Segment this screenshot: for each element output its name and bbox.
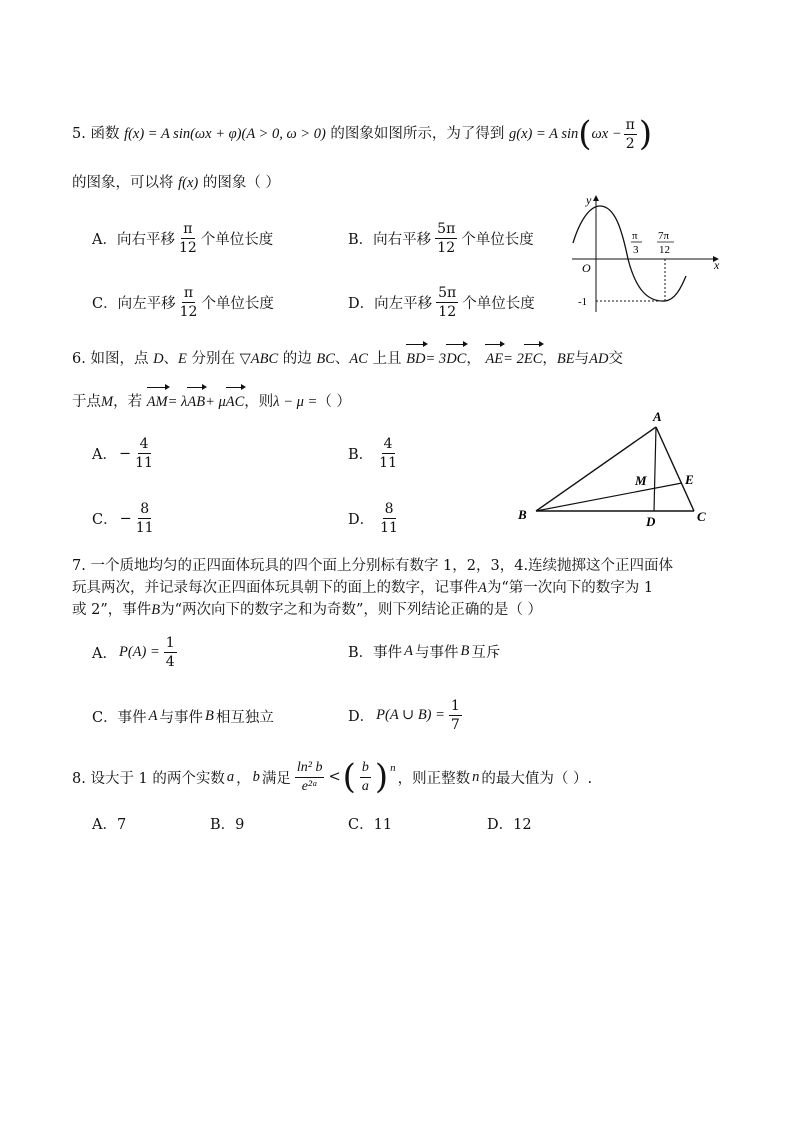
q6-segment-ac <box>656 427 694 511</box>
q6-option-a[interactable]: A． − $\frac{4}{11}$ <box>92 436 153 471</box>
q5-stem-line2 <box>72 173 280 193</box>
q6-vector-dc: DC <box>446 351 467 367</box>
q6-vector-ab: AB <box>187 394 206 410</box>
q6-label-d: D <box>646 514 656 529</box>
q5-option-b[interactable]: B．向右平移 $\frac{5\pi}{12}$ 个单位长度 <box>348 221 534 256</box>
q5-stem-text: 的图象如图所示，为了得到 <box>330 126 505 142</box>
q5-stem-line1 <box>72 114 653 154</box>
q6-label-b: B <box>518 507 527 522</box>
q7-option-d[interactable]: D． P(A ∪ B) = $\frac{1}{7}$ <box>348 698 460 733</box>
q8-option-c[interactable]: C．11 <box>348 817 393 833</box>
q6-vector-ac: AC <box>225 394 245 410</box>
q5-graph-y-label: y <box>586 193 592 207</box>
q8-option-a[interactable]: A．7 <box>92 817 127 833</box>
q6-vector-ae: AE <box>485 351 504 367</box>
q6-option-b[interactable]: B． $\frac{4}{11}$ <box>348 436 397 471</box>
q7-option-b[interactable]: B．事件 A 与事件 B 互斥 <box>348 643 501 661</box>
q6-segment-be <box>536 483 682 511</box>
q7-stem-line2: 玩具两次，并记录每次正四面体玩具朝下的面上的数字，记事件A为“第一次向下的数字为 1 <box>72 580 654 596</box>
q5-close-paren: ) <box>638 114 653 154</box>
q5-open-paren: ( <box>578 114 592 154</box>
q6-label-a: A <box>653 409 662 424</box>
q6-stem-line2: 于点M，若 AM= λAB+ μAC，则λ − μ =（ ） <box>72 394 351 410</box>
q5-option-a[interactable]: A．向右平移 $\frac{\pi}{12}$ 个单位长度 <box>92 221 274 256</box>
q6-segment-ab <box>536 427 656 511</box>
q6-label-e: E <box>685 472 694 487</box>
q5-sine-graph <box>568 190 728 315</box>
q6-stem-line1: 6. 如图，点 D、E 分别在 ▽ABC 的边 BC、AC 上且 BD= 3DC， AE= 2EC，BE与AD交 <box>72 351 623 367</box>
q8-option-b[interactable]: B．9 <box>210 817 245 833</box>
q6-option-c[interactable]: C． − $\frac{8}{11}$ <box>92 501 154 536</box>
q6-option-d[interactable]: D． $\frac{8}{11}$ <box>348 501 398 536</box>
q8-b-over-a: $\frac{b}{a}$ <box>361 759 369 794</box>
q7-stem-line3: 或 2”，事件B为“两次向下的数字之和为奇数”，则下列结论正确的是（ ） <box>72 602 543 618</box>
q6-triangle-abc: ▽ABC <box>239 351 279 367</box>
q5-fx-formula: f(x) = A sin(ωx + φ)(A > 0, ω > 0) <box>124 126 326 142</box>
q7-option-c[interactable]: C．事件 A 与事件 B 相互独立 <box>92 708 274 726</box>
q5-graph-x-label: x <box>714 258 720 272</box>
q8-stem-line1: 8. 设大于 1 的两个实数 a ， b 满足 $\frac{\text{ln² b}}{\text{e²ᵃ}}$ < ( $\frac{b}{a}$ ) $^n$ ，则正整数 n 的最大值为（ ）. <box>72 757 593 797</box>
q5-option-d[interactable]: D．向左平移 $\frac{5\pi}{12}$ 个单位长度 <box>348 285 535 320</box>
q6-label-c: C <box>697 509 706 524</box>
q7-stem-line1: 7. 一个质地均匀的正四面体玩具的四个面上分别标有数字 1，2，3，4.连续抛掷这个正四面体 <box>72 558 674 574</box>
q6-vector-bd: BD <box>406 351 426 367</box>
q6-vector-am: AM <box>146 394 168 410</box>
q6-vector-ec: EC <box>523 351 543 367</box>
q5-tick-minus1: -1 <box>578 296 588 308</box>
q8-ln-fraction: $\frac{\text{ln² b}}{\text{e²ᵃ}}$ <box>296 759 323 794</box>
q5-graph-origin: O <box>582 261 591 275</box>
q5-line2-paren: 的图象（ ） <box>202 175 280 191</box>
q5-pi-over-2: $\frac{\pi}{2}$ <box>625 116 635 152</box>
q5-line2-text: 的图象，可以将 <box>72 175 174 191</box>
q7-option-a[interactable]: A． P(A) = $\frac{1}{4}$ <box>92 635 175 670</box>
q5-tick-pi-3-num: π <box>632 230 638 242</box>
q6-segment-ad <box>654 427 656 511</box>
q5-line2-fx: f(x) <box>178 175 199 191</box>
q5-tick-7pi-12-num: 7π <box>658 230 670 242</box>
q6-label-m: M <box>635 473 647 488</box>
q5-number: 5. 函数 <box>72 126 120 142</box>
q5-tick-7pi-12-den: 12 <box>659 244 670 256</box>
q5-gx-formula: g(x) = A sin <box>509 126 579 142</box>
q5-tick-pi-3-den: 3 <box>633 244 639 256</box>
q5-option-c[interactable]: C．向左平移 $\frac{\pi}{12}$ 个单位长度 <box>92 285 274 320</box>
q8-option-d[interactable]: D．12 <box>487 817 532 833</box>
q6-triangle-figure <box>510 405 720 530</box>
q5-gx-inner: ωx − <box>591 126 622 142</box>
